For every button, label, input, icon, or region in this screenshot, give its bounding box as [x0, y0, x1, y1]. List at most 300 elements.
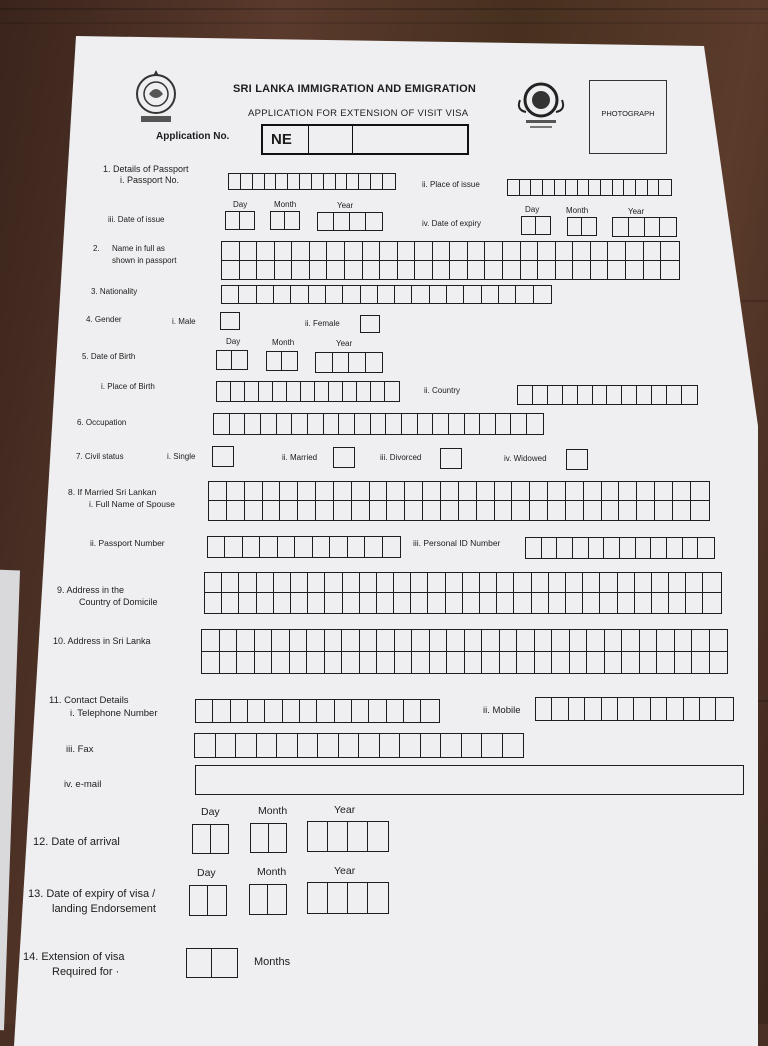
input-cell: [495, 482, 513, 501]
input-cell: [229, 174, 241, 189]
input-cell: [316, 353, 333, 372]
input-cell: [395, 286, 412, 303]
input-cell: [605, 652, 623, 674]
input-cell: [208, 537, 225, 557]
input-cell: [222, 242, 240, 261]
input-cell: [703, 593, 720, 613]
application-no-prefix: NE: [263, 126, 309, 153]
visa-expiry-day-input[interactable]: [189, 885, 227, 916]
input-cell: [275, 242, 293, 261]
input-cell: [255, 630, 273, 652]
input-cell: [274, 593, 291, 613]
input-cell: [555, 180, 567, 195]
input-cell: [511, 414, 527, 434]
input-cell: [532, 593, 549, 613]
input-cell: [622, 652, 640, 674]
input-cell: [485, 261, 503, 280]
input-cell: [222, 286, 239, 303]
input-cell: [583, 573, 600, 593]
date-of-birth-label: 5. Date of Birth: [82, 352, 136, 361]
input-cell: [640, 652, 658, 674]
input-cell: [602, 482, 620, 501]
input-cell: [578, 386, 593, 404]
input-cell: [415, 242, 433, 261]
application-no-field[interactable]: [261, 124, 469, 155]
input-cell: [339, 414, 355, 434]
email-input[interactable]: [195, 765, 744, 795]
input-cell: [259, 382, 273, 401]
input-cell: [640, 630, 658, 652]
input-cell: [463, 593, 480, 613]
input-cell: [248, 700, 265, 722]
input-cell: [566, 501, 584, 520]
input-cell: [459, 501, 477, 520]
input-cell: [285, 212, 299, 229]
input-cell: [600, 573, 617, 593]
extension-label-1: 14. Extension of visa: [23, 951, 125, 963]
input-cell: [336, 174, 348, 189]
input-cell: [257, 734, 278, 757]
extension-months-input[interactable]: [186, 948, 238, 978]
input-cell: [190, 886, 208, 915]
input-cell: [196, 766, 743, 794]
input-cell: [691, 482, 709, 501]
input-cell: [482, 286, 499, 303]
input-cell: [324, 414, 340, 434]
input-cell: [240, 212, 254, 229]
widowed-label: iv. Widowed: [504, 454, 547, 463]
input-cell: [428, 573, 445, 593]
female-checkbox[interactable]: [360, 315, 380, 333]
input-cell: [620, 538, 636, 558]
input-cell: [277, 414, 293, 434]
input-cell: [514, 593, 531, 613]
input-cell: [675, 652, 693, 674]
photograph-box: [589, 80, 667, 154]
nationality-input[interactable]: [221, 285, 552, 304]
input-cell: [280, 482, 298, 501]
arrival-year-input[interactable]: [307, 821, 389, 852]
input-cell: [428, 593, 445, 613]
input-cell: [395, 652, 413, 674]
input-cell: [363, 261, 381, 280]
address-domicile-label-1: 9. Address in the: [57, 585, 125, 595]
input-cell: [328, 822, 348, 851]
input-cell: [343, 382, 357, 401]
input-cell: [591, 242, 609, 261]
input-cell: [531, 180, 543, 195]
input-cell: [292, 261, 310, 280]
input-cell: [227, 482, 245, 501]
input-cell: [657, 630, 675, 652]
input-cell: [260, 537, 277, 557]
spouse-full-name-input[interactable]: [208, 481, 710, 521]
spouse-passport-input[interactable]: [207, 536, 401, 558]
input-cell: [221, 313, 239, 329]
input-cell: [535, 630, 553, 652]
input-cell: [308, 593, 325, 613]
input-cell: [371, 382, 385, 401]
input-cell: [288, 174, 300, 189]
issue-day-input[interactable]: [225, 211, 255, 230]
civil-status-label: 7. Civil status: [76, 452, 124, 461]
personal-id-input[interactable]: [525, 537, 715, 559]
input-cell: [449, 414, 465, 434]
input-cell: [366, 213, 382, 230]
input-cell: [308, 883, 328, 913]
input-cell: [602, 501, 620, 520]
input-cell: [512, 501, 530, 520]
input-cell: [245, 482, 263, 501]
input-cell: [446, 593, 463, 613]
expiry-day-input[interactable]: [521, 216, 551, 235]
input-cell: [517, 630, 535, 652]
name-num: 2.: [93, 244, 100, 253]
input-cell: [324, 174, 336, 189]
input-cell: [652, 386, 667, 404]
dob-year-input[interactable]: [315, 352, 383, 373]
input-cell: [521, 242, 539, 261]
input-cell: [441, 449, 461, 468]
input-cell: [377, 630, 395, 652]
male-checkbox[interactable]: [220, 312, 240, 330]
female-label: ii. Female: [305, 319, 340, 328]
input-cell: [593, 386, 608, 404]
input-cell: [257, 261, 275, 280]
input-cell: [261, 414, 277, 434]
input-cell: [433, 242, 451, 261]
date-of-issue-label: iii. Date of issue: [108, 215, 165, 224]
expiry-year-input[interactable]: [612, 217, 677, 237]
arrival-day-input[interactable]: [192, 824, 229, 854]
input-cell: [669, 593, 686, 613]
input-cell: [503, 242, 521, 261]
input-cell: [301, 382, 315, 401]
input-cell: [371, 174, 383, 189]
input-cell: [447, 652, 465, 674]
input-cell: [411, 573, 428, 593]
input-cell: [716, 698, 732, 720]
input-cell: [217, 351, 232, 369]
input-cell: [608, 261, 626, 280]
input-cell: [703, 573, 720, 593]
input-cell: [421, 700, 438, 722]
single-checkbox[interactable]: [212, 446, 234, 467]
input-cell: [342, 652, 360, 674]
input-cell: [291, 286, 308, 303]
input-cell: [405, 501, 423, 520]
input-cell: [345, 242, 363, 261]
input-cell: [308, 822, 328, 851]
input-cell: [377, 593, 394, 613]
input-cell: [368, 822, 388, 851]
input-cell: [441, 482, 459, 501]
input-cell: [360, 593, 377, 613]
input-cell: [239, 573, 256, 593]
input-cell: [325, 573, 342, 593]
input-cell: [521, 261, 539, 280]
telephone-input[interactable]: [195, 699, 440, 723]
input-cell: [589, 538, 605, 558]
input-cell: [214, 414, 230, 434]
input-cell: [272, 652, 290, 674]
input-cell: [477, 482, 495, 501]
input-cell: [601, 180, 613, 195]
input-cell: [549, 573, 566, 593]
visa-expiry-label-2: landing Endorsement: [52, 903, 156, 915]
input-cell: [383, 174, 395, 189]
input-cell: [433, 414, 449, 434]
input-cell: [585, 698, 601, 720]
input-cell: [570, 630, 588, 652]
country-input[interactable]: [517, 385, 698, 405]
input-cell: [395, 630, 413, 652]
input-cell: [661, 242, 679, 261]
dob-year-label: Year: [336, 339, 353, 348]
input-cell: [423, 501, 441, 520]
male-label: i. Male: [172, 317, 196, 326]
dob-month-input[interactable]: [266, 351, 298, 371]
married-checkbox[interactable]: [333, 447, 355, 468]
input-cell: [237, 630, 255, 652]
input-cell: [652, 593, 669, 613]
input-cell: [377, 652, 395, 674]
input-cell: [669, 573, 686, 593]
input-cell: [383, 537, 400, 557]
full-name-input[interactable]: [221, 241, 680, 280]
input-cell: [360, 573, 377, 593]
input-cell: [495, 501, 513, 520]
input-cell: [308, 573, 325, 593]
input-cell: [355, 414, 371, 434]
input-cell: [573, 538, 589, 558]
input-cell: [300, 174, 312, 189]
divorced-checkbox[interactable]: [440, 448, 462, 469]
input-cell: [222, 593, 239, 613]
input-cell: [433, 261, 451, 280]
input-cell: [257, 242, 275, 261]
input-cell: [532, 573, 549, 593]
expiry-day-label: Day: [525, 205, 540, 214]
input-cell: [463, 573, 480, 593]
input-cell: [312, 174, 324, 189]
input-cell: [644, 242, 662, 261]
input-cell: [307, 652, 325, 674]
input-cell: [265, 174, 277, 189]
input-cell: [482, 652, 500, 674]
input-cell: [325, 593, 342, 613]
input-cell: [263, 482, 281, 501]
issue-month-input[interactable]: [270, 211, 300, 230]
input-cell: [295, 537, 312, 557]
input-cell: [530, 482, 548, 501]
input-cell: [291, 593, 308, 613]
input-cell: [370, 501, 388, 520]
input-cell: [587, 630, 605, 652]
nationality-label: 3. Nationality: [91, 287, 138, 296]
input-cell: [385, 382, 399, 401]
input-cell: [538, 242, 556, 261]
input-cell: [552, 698, 568, 720]
input-cell: [710, 630, 728, 652]
address-sri-lanka-input[interactable]: [201, 629, 728, 674]
input-cell: [298, 734, 319, 757]
input-cell: [582, 218, 596, 235]
input-cell: [673, 482, 691, 501]
input-cell: [265, 700, 282, 722]
widowed-checkbox[interactable]: [566, 449, 588, 470]
input-cell: [343, 286, 360, 303]
input-cell: [692, 652, 710, 674]
place-of-issue-input[interactable]: [507, 179, 672, 196]
input-cell: [220, 630, 238, 652]
input-cell: [348, 822, 368, 851]
occupation-input[interactable]: [213, 413, 544, 435]
input-cell: [334, 448, 354, 467]
input-cell: [660, 218, 676, 236]
input-cell: [636, 538, 652, 558]
input-cell: [394, 573, 411, 593]
input-cell: [326, 286, 343, 303]
input-cell: [327, 242, 345, 261]
input-cell: [635, 573, 652, 593]
issue-year-input[interactable]: [317, 212, 383, 231]
visa-expiry-year-label: Year: [334, 865, 356, 877]
input-cell: [635, 593, 652, 613]
input-cell: [563, 386, 578, 404]
input-cell: [667, 538, 683, 558]
input-cell: [552, 652, 570, 674]
input-cell: [222, 261, 240, 280]
visa-expiry-label-1: 13. Date of expiry of visa /: [28, 888, 156, 900]
passport-no-input[interactable]: [228, 173, 396, 190]
input-cell: [245, 414, 261, 434]
spouse-passport-label: ii. Passport Number: [90, 538, 165, 548]
input-cell: [626, 261, 644, 280]
expiry-month-input[interactable]: [567, 217, 597, 236]
input-cell: [480, 573, 497, 593]
input-cell: [274, 286, 291, 303]
input-cell: [673, 501, 691, 520]
arrival-month-input[interactable]: [250, 823, 287, 853]
input-cell: [450, 261, 468, 280]
input-cell: [661, 261, 679, 280]
input-cell: [398, 261, 416, 280]
input-cell: [240, 242, 258, 261]
months-label: Months: [254, 956, 291, 968]
input-cell: [350, 213, 366, 230]
input-cell: [514, 573, 531, 593]
input-cell: [500, 630, 518, 652]
divorced-label: iii. Divorced: [380, 453, 422, 462]
input-cell: [482, 630, 500, 652]
input-cell: [343, 573, 360, 593]
input-cell: [644, 261, 662, 280]
input-cell: [518, 386, 533, 404]
dob-day-input[interactable]: [216, 350, 248, 370]
input-cell: [522, 217, 536, 234]
input-cell: [613, 180, 625, 195]
input-cell: [447, 286, 464, 303]
place-of-birth-input[interactable]: [216, 381, 400, 402]
input-cell: [686, 573, 703, 593]
input-cell: [534, 286, 551, 303]
input-cell: [423, 482, 441, 501]
input-cell: [482, 734, 503, 757]
input-cell: [607, 386, 622, 404]
input-cell: [283, 700, 300, 722]
visa-expiry-month-input[interactable]: [249, 884, 287, 915]
input-cell: [675, 630, 693, 652]
fax-input[interactable]: [194, 733, 524, 758]
input-cell: [282, 352, 297, 370]
input-cell: [441, 501, 459, 520]
input-cell: [700, 698, 716, 720]
input-cell: [243, 537, 260, 557]
input-cell: [608, 242, 626, 261]
input-cell: [335, 700, 352, 722]
input-cell: [691, 501, 709, 520]
input-cell: [202, 652, 220, 674]
input-cell: [556, 261, 574, 280]
input-cell: [193, 825, 211, 853]
input-cell: [657, 652, 675, 674]
input-cell: [212, 949, 237, 977]
input-cell: [277, 734, 298, 757]
input-cell: [415, 261, 433, 280]
input-cell: [268, 885, 286, 914]
input-cell: [567, 450, 587, 469]
address-domicile-input[interactable]: [204, 572, 722, 614]
visa-expiry-year-input[interactable]: [307, 882, 389, 914]
input-cell: [349, 353, 366, 372]
input-cell: [205, 573, 222, 593]
input-cell: [552, 630, 570, 652]
dob-day-label: Day: [226, 337, 241, 346]
input-cell: [343, 593, 360, 613]
input-cell: [629, 218, 645, 236]
input-cell: [251, 824, 269, 852]
input-cell: [308, 414, 324, 434]
input-cell: [450, 242, 468, 261]
input-cell: [226, 212, 240, 229]
input-cell: [325, 652, 343, 674]
address-sri-lanka-label: 10. Address in Sri Lanka: [53, 636, 151, 646]
input-cell: [533, 386, 548, 404]
input-cell: [566, 180, 578, 195]
input-cell: [503, 261, 521, 280]
input-cell: [468, 261, 486, 280]
input-cell: [217, 382, 231, 401]
input-cell: [292, 242, 310, 261]
input-cell: [329, 382, 343, 401]
input-cell: [418, 414, 434, 434]
input-cell: [604, 538, 620, 558]
input-cell: [255, 652, 273, 674]
input-cell: [377, 573, 394, 593]
input-cell: [316, 501, 334, 520]
expiry-year-label: Year: [628, 207, 645, 216]
input-cell: [659, 180, 671, 195]
input-cell: [394, 593, 411, 613]
input-cell: [512, 482, 530, 501]
input-cell: [462, 734, 483, 757]
input-cell: [325, 630, 343, 652]
input-cell: [360, 630, 378, 652]
mobile-input[interactable]: [535, 697, 734, 721]
input-cell: [227, 501, 245, 520]
extension-label-2: Required for ·: [52, 966, 120, 978]
